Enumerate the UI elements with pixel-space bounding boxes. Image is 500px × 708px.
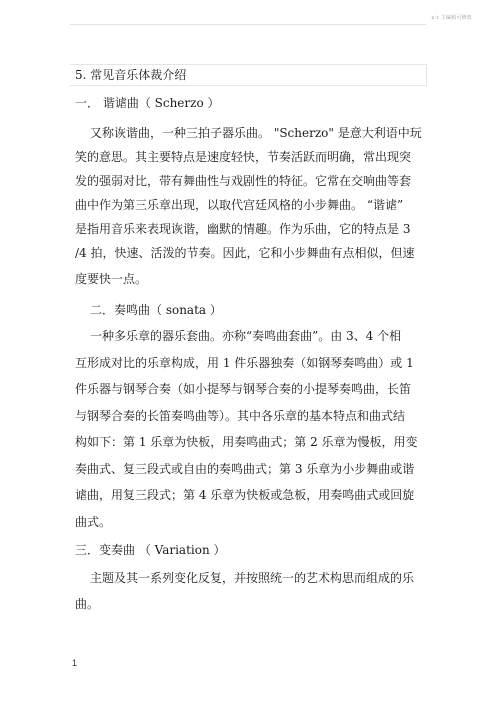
paragraph-line: 一种多乐章的器乐套曲。亦称“奏鸣曲套曲”。由 3、4 个相 [90,329,402,343]
paragraph-line: 发的强弱对比，带有舞曲性与戏剧性的特征。它常在交响曲等套 [75,174,412,188]
paragraph-line: 互形成对比的乐章构成，用 1 件乐器独奏（如钢琴奏鸣曲）或 1 [75,356,414,370]
paragraph-line: 构如下：第 1 乐章为快板，用奏鸣曲式；第 2 乐章为慢板，用变 [75,435,418,449]
section-heading-scherzo: 一． 谐谑曲（ Scherzo ） [75,96,220,110]
paragraph-line: 曲式。 [75,515,112,529]
paragraph-line: 笑的意思。其主要特点是速度轻快，节奏活跃而明确，常出现突 [75,150,412,164]
paragraph-line: 奏曲式、复三段式或自由的奏鸣曲式；第 3 乐章为小步舞曲或谐 [75,462,415,476]
paragraph-line: 主题及其一系列变化反复，并按照统一的艺术构思而组成的乐 [90,571,415,585]
header-note: n'r 主编辑可修改 [431,15,472,21]
paragraph-line: 曲中作为第三乐章出现，以取代宫廷风格的小步舞曲。 “谐谑” [75,198,404,212]
paragraph-line: 是指用音乐来表现诙谐，幽默的情趣。作为乐曲，它的特点是 3 [75,222,411,236]
paragraph-line: 件乐器与钢琴合奏（如小提琴与钢琴合奏的小提琴奏鸣曲，长笛 [75,382,412,396]
paragraph-line: 又称诙谐曲，一种三拍子器乐曲。 "Scherzo" 是意大利语中玩 [90,126,422,140]
paragraph-line: 度要快一点。 [75,272,148,286]
paragraph-line: 曲。 [75,597,100,611]
page-number: 1 [72,658,78,668]
document-title: 5. 常见音乐体裁介绍 [75,68,187,82]
section-heading-sonata: 二．奏鸣曲（ sonata ） [90,303,222,317]
paragraph-line: 谑曲，用复三段式；第 4 乐章为快板或急板，用奏鸣曲式或回旋 [75,488,415,502]
paragraph-line: /4 拍，快速、活泼的节奏。因此，它和小步舞曲有点相似，但速 [75,246,415,260]
paragraph-line: 与钢琴合奏的长笛奏鸣曲等）。其中各乐章的基本特点和曲式结 [75,409,406,423]
header-rule [70,24,426,25]
section-heading-variation: 三．变奏曲 （ Variation ） [75,543,226,557]
